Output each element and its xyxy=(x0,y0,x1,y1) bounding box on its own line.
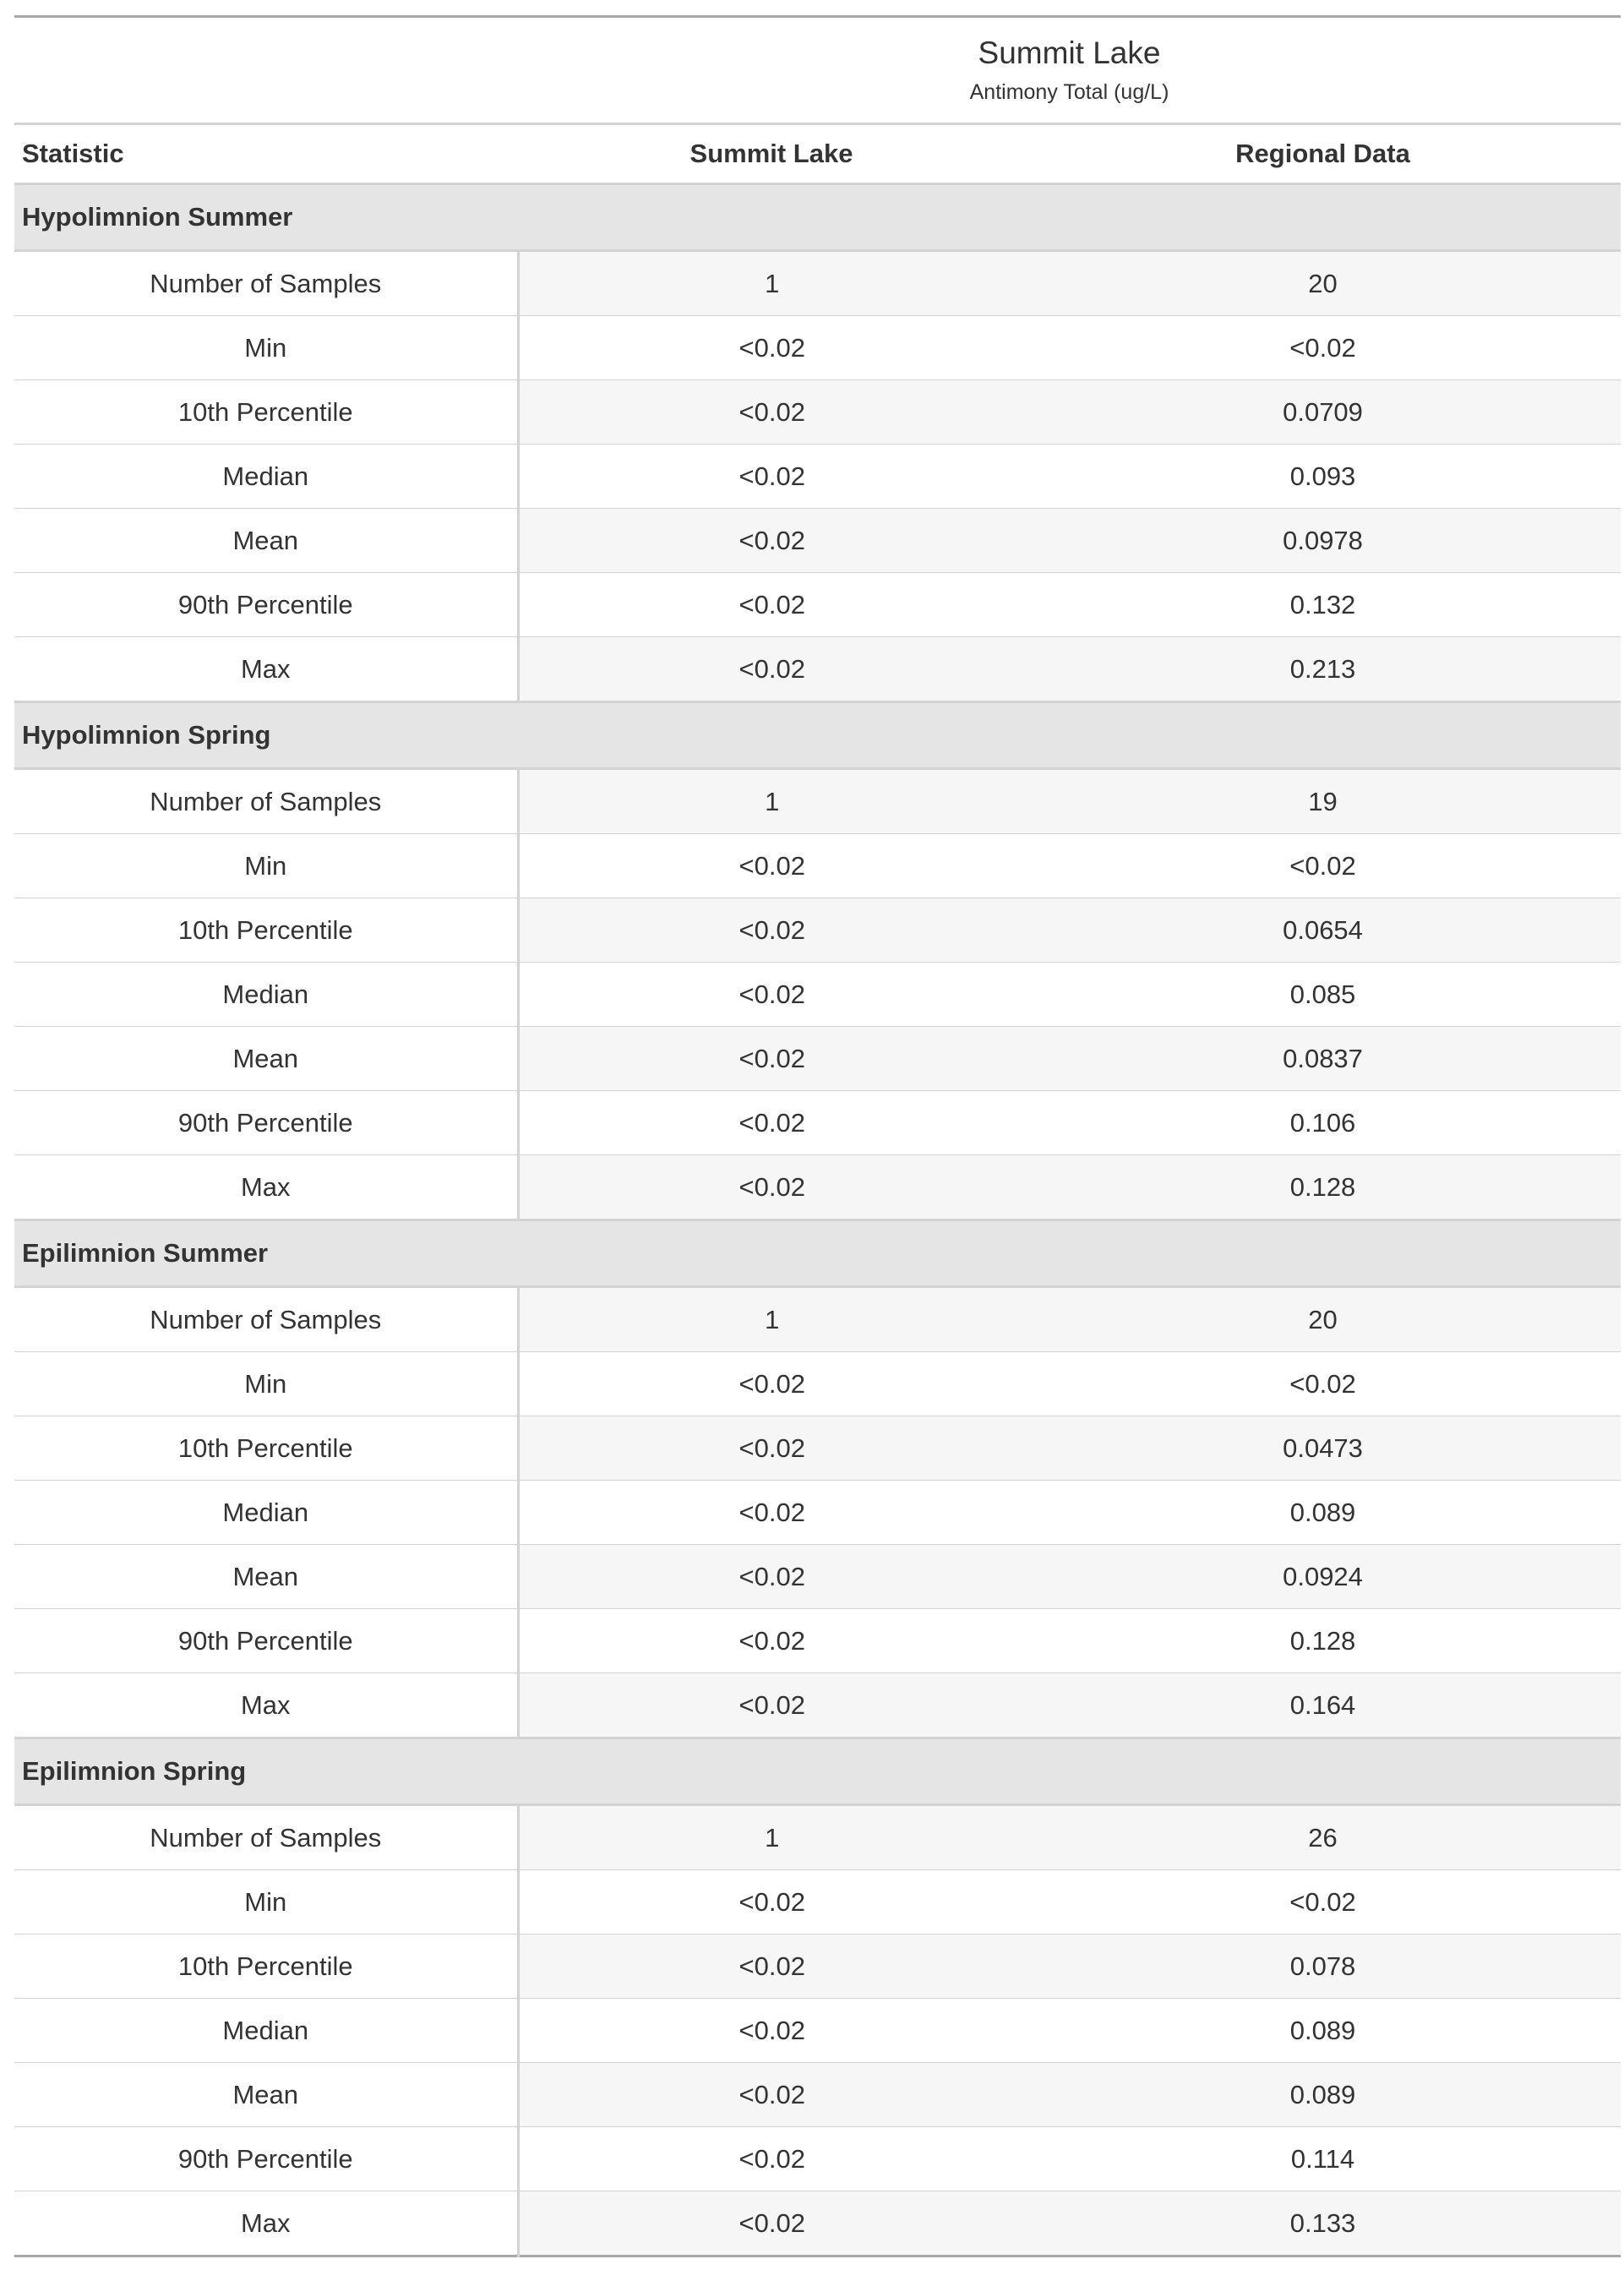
table-row xyxy=(14,2127,1621,2191)
summit-lake-value-cell: <0.02 xyxy=(518,445,1025,509)
table-row xyxy=(14,1416,1621,1481)
table-row xyxy=(14,573,1621,637)
regional-value-cell: 0.128 xyxy=(1025,1155,1621,1220)
regional-value-cell: 0.128 xyxy=(1025,1609,1621,1673)
regional-value-cell: 19 xyxy=(1025,769,1621,834)
regional-value-cell: 0.0978 xyxy=(1025,509,1621,573)
group-row xyxy=(14,184,1621,251)
statistic-cell: Median xyxy=(14,963,518,1027)
statistic-cell: Number of Samples xyxy=(14,1287,518,1352)
regional-value-cell: 0.133 xyxy=(1025,2191,1621,2256)
table-title: Summit Lake xyxy=(978,35,1161,70)
statistic-cell: Number of Samples xyxy=(14,1805,518,1870)
regional-value-cell: 20 xyxy=(1025,251,1621,316)
table-row xyxy=(14,1027,1621,1091)
table-row xyxy=(14,963,1621,1027)
statistic-cell: 90th Percentile xyxy=(14,2127,518,2191)
table-row xyxy=(14,1091,1621,1155)
group-label: Epilimnion Spring xyxy=(14,1738,1621,1805)
statistic-cell: Max xyxy=(14,1155,518,1220)
summary-table xyxy=(14,15,1621,2257)
column-header-statistic: Statistic xyxy=(14,124,518,184)
statistic-cell: Number of Samples xyxy=(14,251,518,316)
summit-lake-value-cell: 1 xyxy=(518,1805,1025,1870)
summit-lake-value-cell: <0.02 xyxy=(518,898,1025,963)
summit-lake-value-cell: <0.02 xyxy=(518,1416,1025,1481)
table-row xyxy=(14,2191,1621,2256)
table-row xyxy=(14,1609,1621,1673)
statistic-cell: Number of Samples xyxy=(14,769,518,834)
summit-lake-value-cell: <0.02 xyxy=(518,1545,1025,1609)
group-label: Epilimnion Summer xyxy=(14,1220,1621,1287)
table-row xyxy=(14,316,1621,380)
group-row xyxy=(14,1220,1621,1287)
statistic-cell: Max xyxy=(14,1673,518,1738)
table-row xyxy=(14,509,1621,573)
summit-lake-value-cell: <0.02 xyxy=(518,2127,1025,2191)
table-row xyxy=(14,2063,1621,2127)
table-row xyxy=(14,1673,1621,1738)
statistic-cell: Mean xyxy=(14,1027,518,1091)
statistic-cell: Median xyxy=(14,445,518,509)
summit-lake-value-cell: <0.02 xyxy=(518,509,1025,573)
statistic-cell: 90th Percentile xyxy=(14,1609,518,1673)
regional-value-cell: 0.106 xyxy=(1025,1091,1621,1155)
summit-lake-value-cell: <0.02 xyxy=(518,1091,1025,1155)
summit-lake-value-cell: <0.02 xyxy=(518,2191,1025,2256)
table-row xyxy=(14,898,1621,963)
summit-lake-value-cell: <0.02 xyxy=(518,316,1025,380)
table-row xyxy=(14,1999,1621,2063)
statistic-cell: 90th Percentile xyxy=(14,1091,518,1155)
summit-lake-value-cell: 1 xyxy=(518,251,1025,316)
regional-value-cell: 0.0924 xyxy=(1025,1545,1621,1609)
column-header-row xyxy=(14,124,1621,184)
table-subtitle: Antimony Total (ug/L) xyxy=(969,80,1169,104)
statistic-cell: 10th Percentile xyxy=(14,1416,518,1481)
table-row xyxy=(14,1155,1621,1220)
column-header-summit-lake: Summit Lake xyxy=(518,124,1025,184)
statistic-cell: Median xyxy=(14,1999,518,2063)
table-row xyxy=(14,637,1621,702)
summit-lake-value-cell: <0.02 xyxy=(518,834,1025,898)
summit-lake-value-cell: <0.02 xyxy=(518,1352,1025,1416)
regional-value-cell: 0.0709 xyxy=(1025,380,1621,445)
regional-value-cell: 0.089 xyxy=(1025,1481,1621,1545)
table-title-row xyxy=(14,17,1621,124)
table-row xyxy=(14,1481,1621,1545)
regional-value-cell: 0.089 xyxy=(1025,1999,1621,2063)
table-row xyxy=(14,834,1621,898)
group-row xyxy=(14,702,1621,769)
regional-value-cell: 0.0473 xyxy=(1025,1416,1621,1481)
summit-lake-value-cell: <0.02 xyxy=(518,963,1025,1027)
summit-lake-value-cell: <0.02 xyxy=(518,1673,1025,1738)
table-row xyxy=(14,1934,1621,1999)
summit-lake-value-cell: 1 xyxy=(518,1287,1025,1352)
table-row xyxy=(14,1287,1621,1352)
statistic-cell: Min xyxy=(14,316,518,380)
table-row xyxy=(14,1870,1621,1934)
group-row xyxy=(14,1738,1621,1805)
table-row xyxy=(14,769,1621,834)
statistic-cell: 90th Percentile xyxy=(14,573,518,637)
statistic-cell: Min xyxy=(14,1352,518,1416)
statistic-cell: Max xyxy=(14,2191,518,2256)
regional-value-cell: 0.164 xyxy=(1025,1673,1621,1738)
summit-lake-value-cell: <0.02 xyxy=(518,1155,1025,1220)
statistic-cell: Min xyxy=(14,834,518,898)
table-row xyxy=(14,1352,1621,1416)
table-row xyxy=(14,251,1621,316)
statistic-cell: Mean xyxy=(14,1545,518,1609)
group-label: Hypolimnion Spring xyxy=(14,702,1621,769)
group-label: Hypolimnion Summer xyxy=(14,184,1621,251)
table-row xyxy=(14,1805,1621,1870)
regional-value-cell: 0.093 xyxy=(1025,445,1621,509)
statistic-cell: Mean xyxy=(14,2063,518,2127)
summit-lake-value-cell: <0.02 xyxy=(518,2063,1025,2127)
statistic-cell: Min xyxy=(14,1870,518,1934)
summit-lake-value-cell: <0.02 xyxy=(518,573,1025,637)
regional-value-cell: 0.132 xyxy=(1025,573,1621,637)
statistic-cell: Median xyxy=(14,1481,518,1545)
table-row xyxy=(14,380,1621,445)
regional-value-cell: <0.02 xyxy=(1025,1352,1621,1416)
summit-lake-value-cell: <0.02 xyxy=(518,1934,1025,1999)
summit-lake-value-cell: <0.02 xyxy=(518,1481,1025,1545)
regional-value-cell: 0.0654 xyxy=(1025,898,1621,963)
statistic-cell: 10th Percentile xyxy=(14,380,518,445)
table-body xyxy=(14,184,1621,2256)
column-header-regional-data: Regional Data xyxy=(1025,124,1621,184)
regional-value-cell: 0.114 xyxy=(1025,2127,1621,2191)
table-heading xyxy=(14,34,1621,106)
regional-value-cell: <0.02 xyxy=(1025,834,1621,898)
statistic-cell: Max xyxy=(14,637,518,702)
regional-value-cell: 0.085 xyxy=(1025,963,1621,1027)
regional-value-cell: <0.02 xyxy=(1025,1870,1621,1934)
regional-value-cell: 0.0837 xyxy=(1025,1027,1621,1091)
statistic-cell: Mean xyxy=(14,509,518,573)
summit-lake-value-cell: <0.02 xyxy=(518,1870,1025,1934)
summit-lake-value-cell: <0.02 xyxy=(518,637,1025,702)
statistic-cell: 10th Percentile xyxy=(14,1934,518,1999)
statistic-cell: 10th Percentile xyxy=(14,898,518,963)
table-row xyxy=(14,1545,1621,1609)
table-row xyxy=(14,445,1621,509)
summary-table-container xyxy=(14,15,1621,2257)
summit-lake-value-cell: <0.02 xyxy=(518,1609,1025,1673)
regional-value-cell: 0.078 xyxy=(1025,1934,1621,1999)
regional-value-cell: 0.089 xyxy=(1025,2063,1621,2127)
regional-value-cell: 20 xyxy=(1025,1287,1621,1352)
summit-lake-value-cell: <0.02 xyxy=(518,1999,1025,2063)
summit-lake-value-cell: <0.02 xyxy=(518,1027,1025,1091)
regional-value-cell: 0.213 xyxy=(1025,637,1621,702)
summit-lake-value-cell: <0.02 xyxy=(518,380,1025,445)
summit-lake-value-cell: 1 xyxy=(518,769,1025,834)
regional-value-cell: 26 xyxy=(1025,1805,1621,1870)
regional-value-cell: <0.02 xyxy=(1025,316,1621,380)
